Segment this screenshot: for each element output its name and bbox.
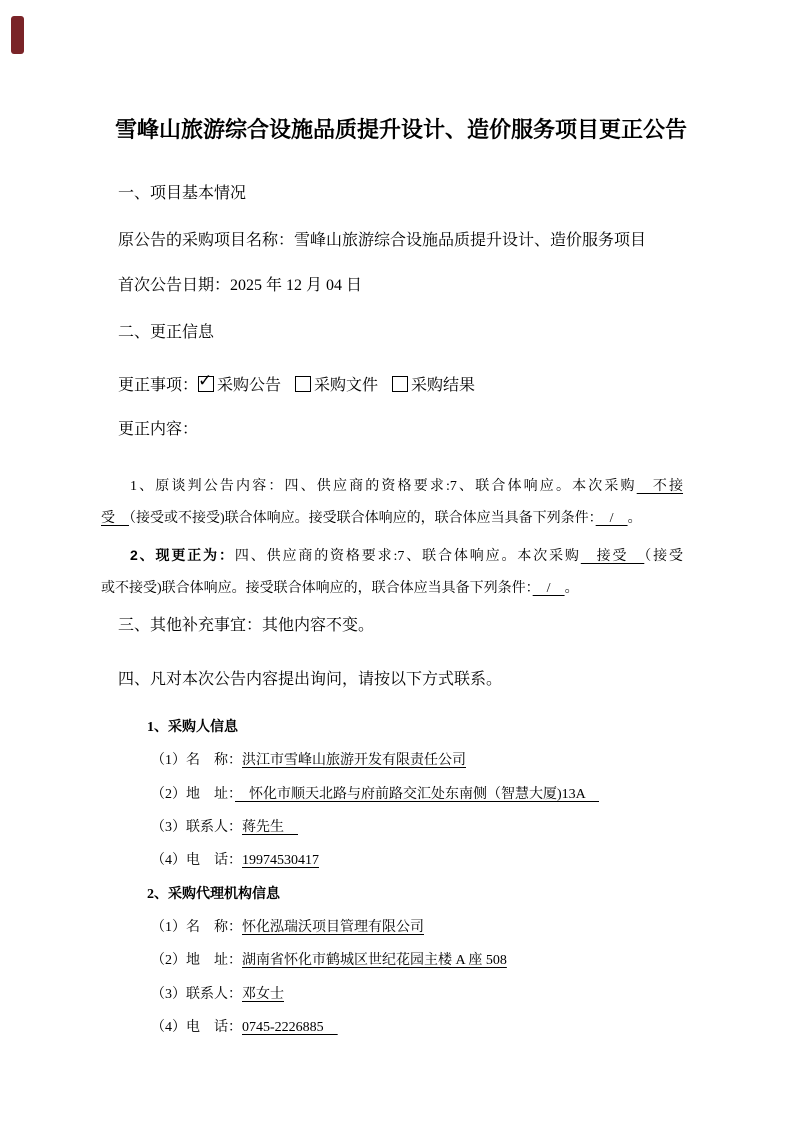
checkbox-checked-icon: [198, 376, 214, 392]
paragraph-line: [101, 573, 683, 605]
paragraph-line: [101, 539, 683, 573]
red-corner-marker: [11, 16, 24, 54]
contact-row: [147, 944, 707, 977]
correction-option: [392, 377, 475, 394]
contact-row-label: （3）联系人：: [151, 986, 242, 1002]
underlined-blank: 不接: [636, 479, 684, 494]
contact-row-value: 洪江市雪峰山旅游开发有限责任公司: [242, 753, 466, 769]
text-run: （接受: [644, 549, 684, 564]
correction-paragraph-original: [101, 471, 683, 535]
contact-info-block: [147, 711, 707, 1044]
correction-option: [295, 377, 378, 394]
section-1-heading: 一、项目基本情况: [118, 185, 247, 202]
correction-items-label: 更正事项：: [118, 377, 199, 394]
text-run: （接受或不接受)联合体响应。接受联合体响应的，联合体应当具备下列条件：: [129, 511, 596, 526]
correction-items-line: [118, 375, 489, 397]
contact-group-heading: 1、采购人信息: [147, 720, 238, 735]
contact-row-value: 19974530417: [242, 853, 319, 869]
contact-row: [147, 911, 707, 944]
correction-option-label: 采购结果: [411, 377, 476, 394]
contact-row: [147, 978, 707, 1011]
correction-option: [198, 377, 281, 394]
contact-row-label: （2）地 址：: [151, 786, 235, 802]
contact-group-heading: 2、采购代理机构信息: [147, 886, 280, 902]
correction-content-label: 更正内容：: [118, 421, 199, 438]
underlined-blank: /: [595, 511, 628, 526]
section-3-line: 三、其他补充事宜：其他内容不变。: [118, 617, 375, 634]
underlined-blank: 接受: [580, 549, 645, 564]
contact-row-value: 怀化市顺天北路与府前路交汇处东南侧（智慧大厦)13A: [235, 786, 599, 802]
correction-option-label: 采购公告: [217, 377, 282, 394]
underlined-blank: 受: [101, 511, 129, 526]
document-title: 雪峰山旅游综合设施品质提升设计、造价服务项目更正公告: [115, 117, 688, 142]
section-4-line: 四、凡对本次公告内容提出询问，请按以下方式联系。: [118, 671, 503, 688]
underlined-blank: /: [532, 581, 565, 596]
text-run: 。: [627, 511, 642, 526]
section-2-heading: 二、更正信息: [118, 324, 215, 341]
contact-row-label: （2）地 址：: [151, 953, 242, 969]
contact-row-label: （1）名 称：: [151, 753, 242, 769]
checkbox-unchecked-icon: [295, 376, 311, 392]
contact-row-value: 湖南省怀化市鹤城区世纪花园主楼 A 座 508: [242, 953, 507, 969]
contact-row-label: （4）电 话：: [151, 853, 242, 869]
contact-row-value: 怀化泓瑞沃项目管理有限公司: [242, 920, 424, 936]
contact-row-label: （4）电 话：: [151, 1020, 242, 1036]
text-run: 1、原谈判公告内容：四、供应商的资格要求:7、联合体响应。本次采购: [130, 479, 637, 494]
checkbox-unchecked-icon: [392, 376, 408, 392]
text-run: 。: [564, 581, 579, 596]
text-run: 四、供应商的资格要求:7、联合体响应。本次采购: [234, 549, 581, 564]
contact-row: [147, 811, 707, 844]
original-project-name-line: 原公告的采购项目名称：雪峰山旅游综合设施品质提升设计、造价服务项目: [118, 232, 647, 249]
contact-row-value: 邓女士: [242, 986, 284, 1002]
paragraph-line: [101, 503, 683, 535]
contact-row: [147, 844, 707, 877]
text-run: 2、现更正为：: [130, 547, 235, 563]
contact-row: [147, 744, 707, 777]
correction-paragraph-updated: [101, 539, 683, 605]
contact-row-label: （3）联系人：: [151, 820, 242, 836]
contact-row-value: 0745-2226885: [242, 1020, 338, 1036]
contact-row: [147, 1011, 707, 1044]
correction-option-label: 采购文件: [314, 377, 379, 394]
contact-row: [147, 778, 707, 811]
contact-row-label: （1）名 称：: [151, 920, 242, 936]
first-announcement-date-line: 首次公告日期：2025 年 12 月 04 日: [118, 277, 363, 294]
correction-options: [198, 377, 489, 394]
text-run: 或不接受)联合体响应。接受联合体响应的，联合体应当具备下列条件：: [101, 581, 533, 596]
paragraph-line: [101, 471, 683, 503]
contact-row-value: 蒋先生: [242, 820, 298, 836]
